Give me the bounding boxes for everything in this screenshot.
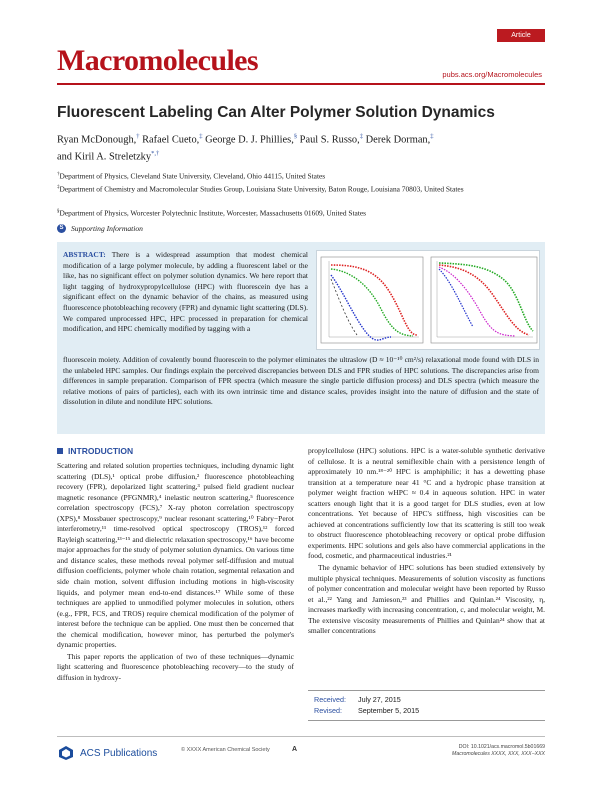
author-line-1: [57, 130, 537, 147]
toc-plots-image: [317, 251, 541, 351]
abstract-label: ABSTRACT:: [63, 250, 106, 259]
author-affiliation-mark: ‡: [359, 133, 363, 140]
acs-hexagon-icon: [57, 745, 75, 761]
affiliation-3: §Department of Physics, Worcester Polytechnic Institute, Worcester, Massachusetts 01609, United States: [57, 208, 367, 218]
author-affiliation-mark: §: [293, 133, 298, 140]
intro-right-column: [308, 446, 545, 638]
abstract-text-narrow: ABSTRACT: There is a widespread assumption that modest chemical modification of a large polymer molecule, by adding a fluorescent label or the like, has no significant effect on polymer solution dynamics. We here report that light tagging of hydroxypropylcellulose (HPC) with fluorescein dye has a significant effect on the dynamic behavior of the chains, as measured using fluorescence photobleaching recovery (FPR) and dynamic light scattering (DLS). We compared unprocessed HPC, HPC processed in preparation for chemical modification, and HPC chemically modified by tagging with a: [63, 250, 308, 334]
doi-link[interactable]: DOI: 10.1021/acs.macromol.5b01669: [458, 744, 545, 750]
doi-citation: [452, 744, 545, 758]
author-affiliation-mark: *,†: [151, 150, 160, 158]
acs-publications-logo: ACS Publications: [57, 745, 157, 761]
author-name[interactable]: George D. J. Phillies,: [205, 134, 294, 146]
author-name[interactable]: Ryan McDonough,: [57, 134, 137, 146]
intro-paragraph: The dynamic behavior of HPC solutions has been studied extensively by multiple physical techniques. Measurements of solution viscosity as functions of polymer concentration and molecular weight have been reported by Russo et al.,²² Yang and Jamieson,²³ and Phillies and Quinlan.²⁴ Viscosity, η, increases markedly with increasing concentration, c, and molecular weight, M. The extensive viscosity measurements of Phillies and Quinlan²⁴ show that at smaller concentrations: [308, 563, 545, 636]
author-name[interactable]: Rafael Cueto,: [142, 134, 200, 146]
author-name[interactable]: and Kiril A. Streletzky: [57, 151, 152, 163]
journal-url-link[interactable]: pubs.acs.org/Macromolecules: [442, 70, 542, 79]
toc-graphic: [316, 250, 540, 350]
author-line-2: [57, 147, 537, 164]
intro-paragraph: This paper reports the application of two of these techniques—dynamic light scattering and fluorescence photobleaching recovery—to the study of diffusion in hydroxy-: [57, 651, 294, 682]
section-square-icon: [57, 448, 63, 454]
abstract-text-wide: fluorescein moiety. Addition of covalently bound fluorescein to the polymer eliminates the ultraslow (D ≈ 10⁻¹⁰ cm²/s) relaxational mode found with DLS in the unlabeled HPC samples. Our findings explain the perceived discrepancies between DLS and FPR studies of HPC solutions. The discrepancies arise from differences in sample preparation. Comparison of FPR spectra (which measure the single particle diffusion process) and DLS spectra (which measure the relative motions of pairs of particles), each with its own intrinsic time and distance scales, provides insight into the nature of diffusion and the state of dissolution in dilute and nondilute HPC solutions.: [63, 355, 539, 407]
supporting-info-label: Supporting Information: [71, 224, 143, 233]
supporting-information-link[interactable]: [57, 224, 143, 233]
header-rule: [57, 83, 545, 85]
author-affiliation-mark: ‡: [430, 133, 434, 140]
supporting-info-icon: S: [57, 224, 66, 233]
article-type-badge: Article: [497, 29, 545, 42]
intro-paragraph: Scattering and related solution properties techniques, including dynamic light scattering (DLS),¹ optical probe diffusion,² fluorescence photobleaching recovery (FPR), depolarized light scattering,³ pulsed field gradient nuclear magnetic resonance (PFGNMR),⁴ inelastic neutron scattering,⁵ fluorescence correlation spectroscopy (FCS),⁷ X-ray photon correlation spectroscopy (XPS),⁸ Mossbauer spectroscopy,⁹ nuclear resonant scattering,¹⁰ Fabry−Perot interferometry,¹¹ time-resolved optical spectroscopy (TROS),¹² forced Rayleigh scattering,¹³⁻¹⁵ and dielectric relaxation spectroscopy,¹⁶ have become major approaches for the study of polymer solution dynamics. On various time and distance scales, these methods reveal polymer self-diffusion and mutual diffusion coefficients, polymer whole chain rotation, segmental relaxation and side chain motion, solvent diffusion including motions in high-viscosity liquids, and polymer mean end-to-end distances.¹⁷ While some of these techniques are applied to unmodified polymer molecules in solution, others (e.g., FPR, FCS, and TROS) require chemical modification of the polymer of interest before the technique can be applied. One must then be concerned that the chemical modification, however minor, has perturbed the polymer's dynamic properties.: [57, 461, 294, 650]
author-name[interactable]: Paul S. Russo,: [299, 134, 360, 146]
author-affiliation-mark: †: [136, 133, 140, 140]
author-affiliation-mark: ‡: [199, 133, 203, 140]
revised-date: Revised: September 5, 2015: [314, 706, 420, 715]
author-name[interactable]: Derek Dorman,: [365, 134, 431, 146]
introduction-heading: INTRODUCTION: [57, 446, 133, 456]
intro-left-column: [57, 461, 294, 684]
author-list: [57, 130, 537, 165]
intro-paragraph: propylcellulose (HPC) solutions. HPC is a water-soluble synthetic derivative of cellulose. It is a neutral semiflexible chain with a persistence length of approximately 10 nm.¹⁸⁻²⁰ HPC is amphiphilic; it has a dewetting phase transition at a temperature near 41 °C and a hydropic phase transition at polymer weight fraction wHPC ≈ 0.4 in aqueous solution. HPC in water scatters enough light that it is a good target for DLS studies, even at low concentrations. Yet because of HPC's stiffness, high viscosities can be achieved at concentrations sufficiently low that its scattering is still too weak to obstruct fluorescence photobleaching recovery or optical probe diffusion experiments. HPC solutions and gels also have commercial applications in the food, cosmetic, and pharmaceutical industries.²¹: [308, 446, 545, 561]
citation-line: Macromolecules XXXX, XXX, XXX−XXX: [452, 751, 545, 757]
article-title: Fluorescent Labeling Can Alter Polymer Solution Dynamics: [57, 104, 495, 121]
journal-logo: Macromolecules: [57, 44, 258, 77]
page-number: A: [292, 746, 298, 753]
affiliation-1: †Department of Physics, Cleveland State University, Cleveland, Ohio 44115, United States: [57, 171, 326, 181]
footer-rule: [57, 736, 545, 737]
affiliation-2: ‡Department of Chemistry and Macromolecular Studies Group, Louisiana State University, Baton Rouge, Louisiana 70803, United States: [57, 184, 464, 194]
received-date: Received: July 27, 2015: [314, 695, 401, 704]
copyright-notice: © XXXX American Chemical Society: [181, 747, 270, 753]
article-dates: [308, 690, 545, 721]
